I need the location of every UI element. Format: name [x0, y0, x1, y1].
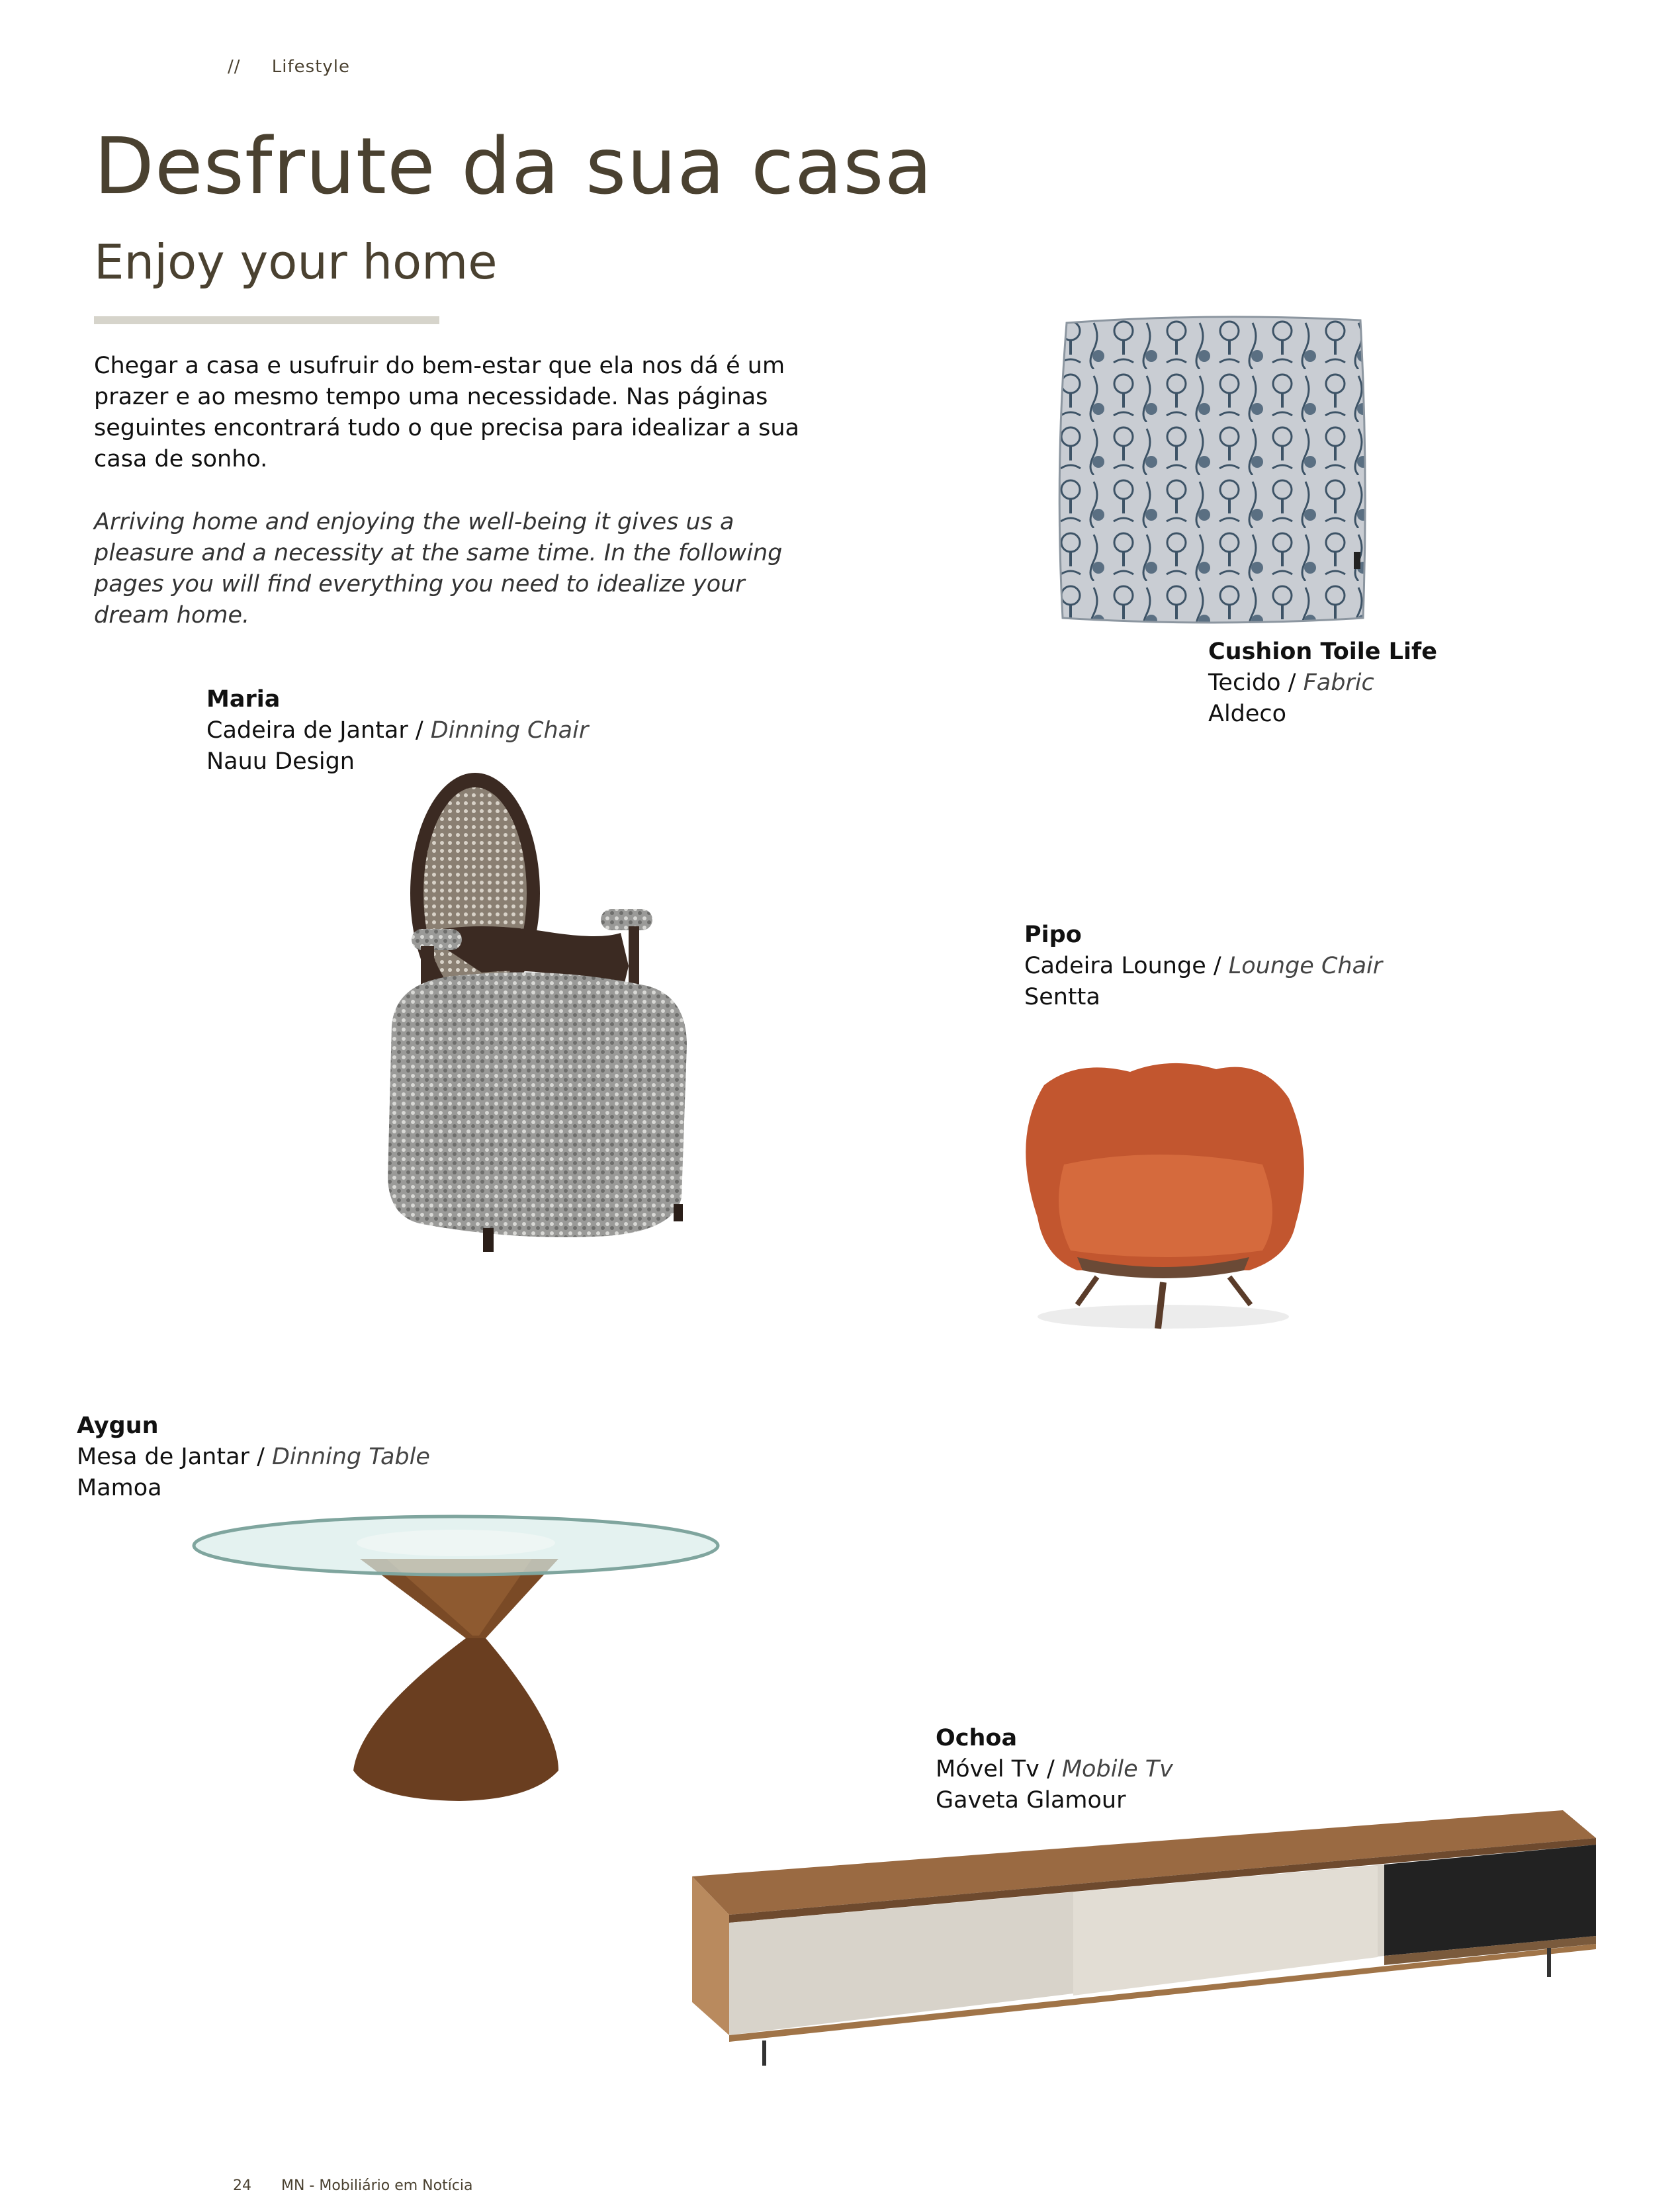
- page-title: Desfrute da sua casa: [94, 120, 933, 212]
- product-cushion: [1208, 636, 1437, 730]
- product-type: Cadeira Lounge / Lounge Chair: [1024, 953, 1383, 979]
- product-maria: [206, 684, 588, 777]
- page-number: 24: [233, 2177, 251, 2194]
- dining-chair-image: [382, 768, 700, 1270]
- tv-unit-image: [689, 1804, 1603, 2068]
- product-type: Móvel Tv / Mobile Tv: [936, 1756, 1173, 1782]
- product-brand: Sentta: [1024, 984, 1100, 1010]
- product-brand: Aldeco: [1208, 701, 1287, 727]
- product-name: Maria: [206, 686, 281, 713]
- cushion-image: [1057, 316, 1368, 622]
- product-type: Tecido / Fabric: [1208, 670, 1374, 696]
- lounge-chair-image: [998, 1059, 1329, 1337]
- section-label: [228, 57, 350, 77]
- product-pipo: [1024, 920, 1382, 1013]
- product-brand: Gaveta Glamour: [936, 1787, 1126, 1814]
- intro-text-en: Arriving home and enjoying the well-being it gives us a pleasure and a necessity at the same time. In the following pages you will find everything you need to idealize your dream home.: [94, 509, 783, 629]
- product-type: Mesa de Jantar / Dinning Table: [77, 1444, 430, 1470]
- product-name: Cushion Toile Life: [1208, 638, 1437, 665]
- product-aygun: [77, 1411, 430, 1504]
- product-name: Pipo: [1024, 922, 1082, 948]
- section-slash: //: [228, 57, 241, 77]
- section-name: Lifestyle: [271, 57, 351, 77]
- product-ochoa: [936, 1723, 1173, 1816]
- publication-name: MN - Mobiliário em Notícia: [281, 2177, 473, 2194]
- intro-text-pt: Chegar a casa e usufruir do bem-estar que ela nos dá é um prazer e ao mesmo tempo uma necessidade. Nas páginas seguintes encontrará tudo o que precisa para idealizar a sua casa de sonho.: [94, 353, 799, 472]
- page-footer: [233, 2177, 473, 2194]
- product-name: Ochoa: [936, 1725, 1018, 1751]
- page-subtitle: Enjoy your home: [94, 234, 498, 290]
- product-name: Aygun: [77, 1413, 159, 1439]
- product-brand: Nauu Design: [206, 748, 355, 775]
- product-brand: Mamoa: [77, 1475, 162, 1501]
- product-type: Cadeira de Jantar / Dinning Chair: [206, 717, 589, 744]
- title-divider: [94, 316, 439, 324]
- dining-table-image: [188, 1506, 724, 1810]
